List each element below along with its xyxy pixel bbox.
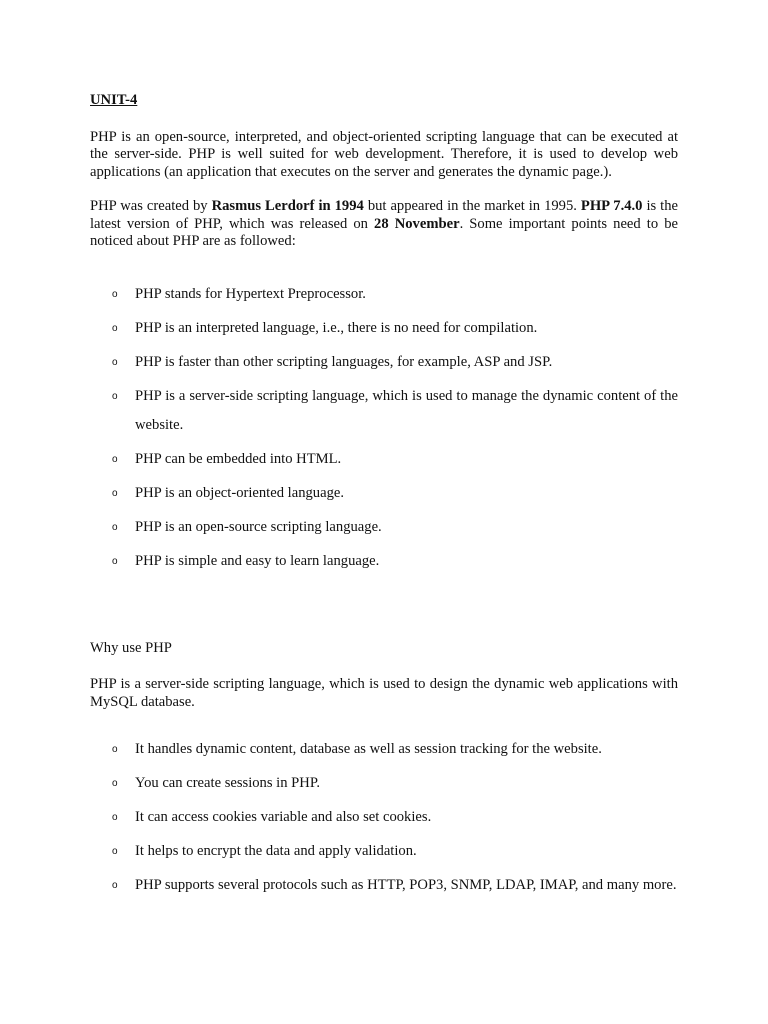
- list-item-text: PHP is faster than other scripting languages, for example, ASP and JSP.: [135, 353, 553, 370]
- list-item: [90, 769, 678, 798]
- list-item-text: PHP is an object-oriented language.: [135, 484, 344, 501]
- php-points-list: [90, 280, 678, 576]
- list-item-text: It can access cookies variable and also set cookies.: [135, 809, 432, 825]
- list-item: [90, 837, 678, 866]
- list-item: [90, 547, 678, 576]
- bullet-icon: o: [112, 880, 118, 891]
- bullet-icon: o: [112, 453, 118, 465]
- list-item-text: PHP is an open-source scripting language.: [135, 518, 382, 535]
- list-item: [90, 513, 678, 542]
- bullet-icon: o: [112, 356, 118, 368]
- history-text-2: but appeared in the market in 1995.: [363, 198, 581, 214]
- bullet-icon: o: [112, 744, 118, 755]
- list-item-text: PHP is simple and easy to learn language.: [135, 552, 380, 569]
- creator-bold: Rasmus Lerdorf in 1994: [211, 198, 364, 214]
- list-item: [90, 314, 678, 343]
- release-date-bold: 28 November: [374, 215, 460, 232]
- bullet-icon: o: [112, 778, 118, 789]
- bullet-icon: o: [112, 812, 118, 823]
- history-paragraph: [90, 198, 678, 251]
- bullet-icon: o: [112, 390, 118, 402]
- bullet-icon: o: [112, 288, 118, 300]
- history-text-1: PHP was created by: [90, 198, 212, 214]
- why-paragraph: PHP is a server-side scripting language, which is used to design the dynamic web applications with MySQL database.: [90, 676, 678, 710]
- list-item-text: PHP supports several protocols such as HTTP, POP3, SNMP, LDAP, IMAP, and many more.: [135, 877, 677, 893]
- list-item-text: PHP is a server-side scripting language, which is used to manage the dynamic content of the website.: [135, 387, 678, 433]
- document-body: [90, 92, 678, 581]
- history-text-4: . Some important points need to be noticed about PHP are as followed:: [90, 215, 678, 249]
- why-points-list: [90, 735, 678, 900]
- list-item-text: It helps to encrypt the data and apply validation.: [135, 843, 417, 859]
- bullet-icon: o: [112, 846, 118, 857]
- version-bold: PHP 7.4.0: [580, 198, 643, 214]
- unit-heading: UNIT-4: [90, 92, 138, 108]
- why-section: [90, 676, 678, 905]
- list-item-text: You can create sessions in PHP.: [135, 775, 320, 791]
- list-item: [90, 280, 678, 309]
- bullet-icon: o: [112, 555, 118, 567]
- list-item: [90, 803, 678, 832]
- list-item-text: PHP can be embedded into HTML.: [135, 450, 342, 467]
- list-item: [90, 479, 678, 508]
- list-item-text: PHP is an interpreted language, i.e., there is no need for compilation.: [135, 319, 538, 336]
- list-item: [90, 348, 678, 377]
- why-use-php-title: Why use PHP: [90, 640, 172, 656]
- list-item-text: It handles dynamic content, database as well as session tracking for the website.: [135, 741, 602, 757]
- list-item: [90, 735, 678, 764]
- list-item-text: PHP stands for Hypertext Preprocessor.: [135, 285, 366, 302]
- history-text-3: is the latest version of PHP, which was released on: [90, 198, 679, 232]
- bullet-icon: o: [112, 487, 118, 499]
- list-item: [90, 382, 678, 440]
- bullet-icon: o: [112, 322, 118, 334]
- list-item: [90, 871, 678, 900]
- intro-paragraph: PHP is an open-source, interpreted, and object-oriented scripting language that can be executed at the server-side. PHP is well suited for web development. Therefore, it is used to develop web applications (an application that executes on the server and generates the dynamic page.).: [90, 128, 678, 180]
- bullet-icon: o: [112, 521, 118, 533]
- list-item: [90, 445, 678, 474]
